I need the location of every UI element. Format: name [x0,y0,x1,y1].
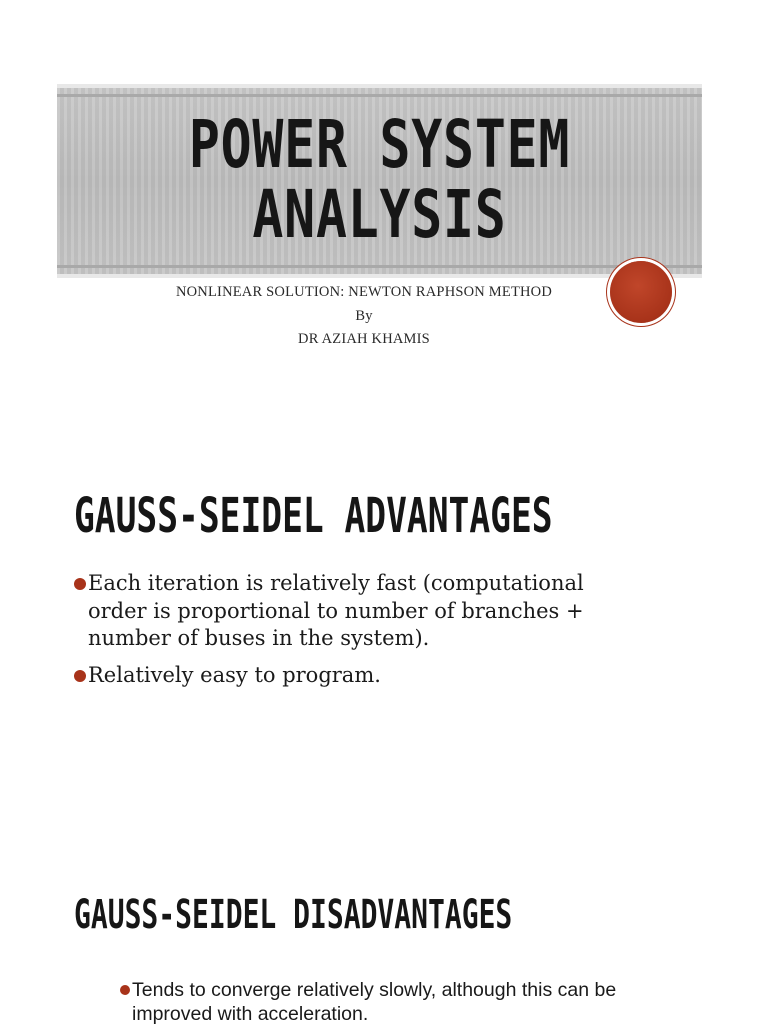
author-name: DR AZIAH KHAMIS [298,331,430,347]
bullet-list [74,570,634,698]
title-banner [57,84,702,278]
title-slide [0,0,768,384]
bullet-icon [120,985,130,995]
bullet-text: Tends to converge relatively slowly, although this can be improved with acceleration. [132,979,617,1025]
by-label: By [355,308,373,324]
title-line-2: ANALYSIS [252,176,507,253]
disadvantages-slide [0,768,768,1024]
subtitle: NONLINEAR SOLUTION: NEWTON RAPHSON METHOD [175,284,553,300]
bullet-icon [74,670,86,682]
presentation-title [128,106,631,253]
title-line-1: POWER SYSTEM [188,106,571,183]
bullet-icon [74,578,86,590]
list-item [74,570,634,653]
bullet-text: Relatively easy to program. [88,662,381,687]
slide-heading: GAUSS-SEIDEL DISADVANTAGES [74,892,513,938]
list-item [120,978,690,1026]
slide-heading: GAUSS-SEIDEL ADVANTAGES [74,488,553,544]
bullet-text: Each iteration is relatively fast (computational order is proportional to number of branches + number of buses in the system). [88,571,584,650]
bullet-list [120,978,690,1026]
advantages-slide [0,384,768,768]
list-item [74,662,634,690]
